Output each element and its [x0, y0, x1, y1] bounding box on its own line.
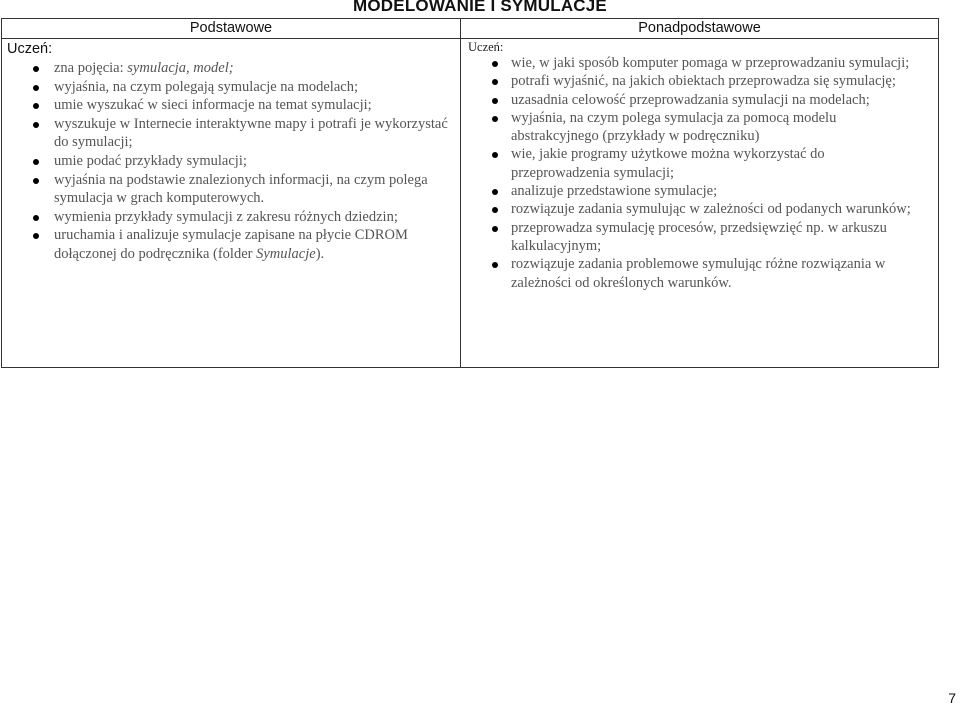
bullet-icon — [33, 159, 39, 165]
item-text: wie, jakie programy użytkowe można wykorzystać do przeprowadzenia symulacji; — [511, 146, 825, 181]
bullet-icon — [492, 262, 498, 268]
basic-requirements-list — [2, 59, 460, 264]
basic-cell — [2, 39, 461, 368]
list-item — [2, 115, 460, 152]
item-text: zna pojęcia: — [54, 60, 128, 76]
item-text: wyjaśnia, na czym polega symulacja za pomocą modelu abstrakcyjnego (przykłady w podręczniku) — [511, 109, 837, 145]
item-text: przeprowadza symulację procesów, przedsięwzięć np. w arkuszu kalkulacyjnym; — [511, 219, 887, 254]
bullet-icon — [492, 61, 498, 67]
item-emphasis: Symulacje — [256, 245, 316, 262]
item-emphasis: symulacja, model; — [127, 60, 234, 76]
item-text: umie wyszukać w sieci informacje na temat symulacji; — [54, 97, 372, 114]
bullet-icon — [492, 226, 498, 232]
advanced-requirements-list — [461, 54, 938, 292]
page-number: 7 — [948, 690, 956, 706]
item-text: ). — [315, 245, 325, 262]
bullet-icon — [33, 178, 39, 184]
bullet-icon — [33, 66, 39, 72]
bullet-icon — [492, 207, 498, 213]
list-item — [461, 72, 938, 90]
list-item — [2, 59, 460, 78]
bullet-icon — [492, 152, 498, 158]
list-item — [2, 78, 460, 97]
bullet-icon — [492, 116, 498, 122]
bullet-icon — [492, 98, 498, 104]
column-header-basic: Podstawowe — [2, 19, 461, 39]
item-text: uzasadnia celowość przeprowadzania symulacji na modelach; — [511, 91, 870, 108]
bullet-icon — [492, 189, 498, 195]
list-item — [2, 208, 460, 227]
bullet-icon — [33, 215, 39, 221]
list-item — [461, 54, 938, 72]
bullet-icon — [492, 79, 498, 85]
list-item — [2, 152, 460, 171]
item-text: wie, w jaki sposób komputer pomaga w przeprowadzaniu symulacji; — [511, 55, 910, 71]
list-item — [461, 219, 938, 256]
basic-student-label: Uczeń: — [7, 41, 53, 57]
item-text: potrafi wyjaśnić, na jakich obiektach przeprowadza się symulację; — [511, 73, 896, 90]
item-text: wymienia przykłady symulacji z zakresu różnych dziedzin; — [54, 208, 398, 225]
item-text: uruchamia i analizuje symulacje zapisane na płycie CDROM dołączonej do podręcznika (folder — [54, 227, 408, 262]
bullet-icon — [33, 233, 39, 239]
list-item — [461, 200, 938, 218]
list-item — [461, 109, 938, 146]
column-header-advanced: Ponadpodstawowe — [461, 19, 939, 39]
item-text: umie podać przykłady symulacji; — [54, 152, 247, 169]
list-item — [2, 171, 460, 208]
document-title: MODELOWANIE I SYMULACJE — [353, 0, 607, 15]
advanced-student-label: Uczeń: — [468, 40, 504, 54]
item-text: rozwiązuje zadania problemowe symulując różne rozwiązania w zależności od określonych warunków. — [511, 256, 886, 291]
list-item — [461, 255, 938, 292]
bullet-icon — [33, 85, 39, 91]
item-text: wyjaśnia na podstawie znalezionych informacji, na czym polega symulacja w grach komputerowych. — [54, 171, 428, 207]
list-item — [2, 96, 460, 115]
content-row — [2, 39, 939, 368]
item-text: wyjaśnia, na czym polegają symulacje na modelach; — [54, 78, 358, 95]
bullet-icon — [33, 122, 39, 128]
advanced-cell — [461, 39, 939, 368]
list-item — [2, 226, 460, 263]
list-item — [461, 91, 938, 109]
requirements-table — [1, 18, 939, 368]
bullet-icon — [33, 103, 39, 109]
list-item — [461, 145, 938, 182]
list-item — [461, 182, 938, 200]
item-text: rozwiązuje zadania symulując w zależności od podanych warunków; — [511, 201, 911, 218]
item-text: wyszukuje w Internecie interaktywne mapy i potrafi je wykorzystać do symulacji; — [54, 115, 448, 151]
header-row — [2, 19, 939, 39]
item-text: analizuje przedstawione symulacje; — [511, 183, 718, 200]
